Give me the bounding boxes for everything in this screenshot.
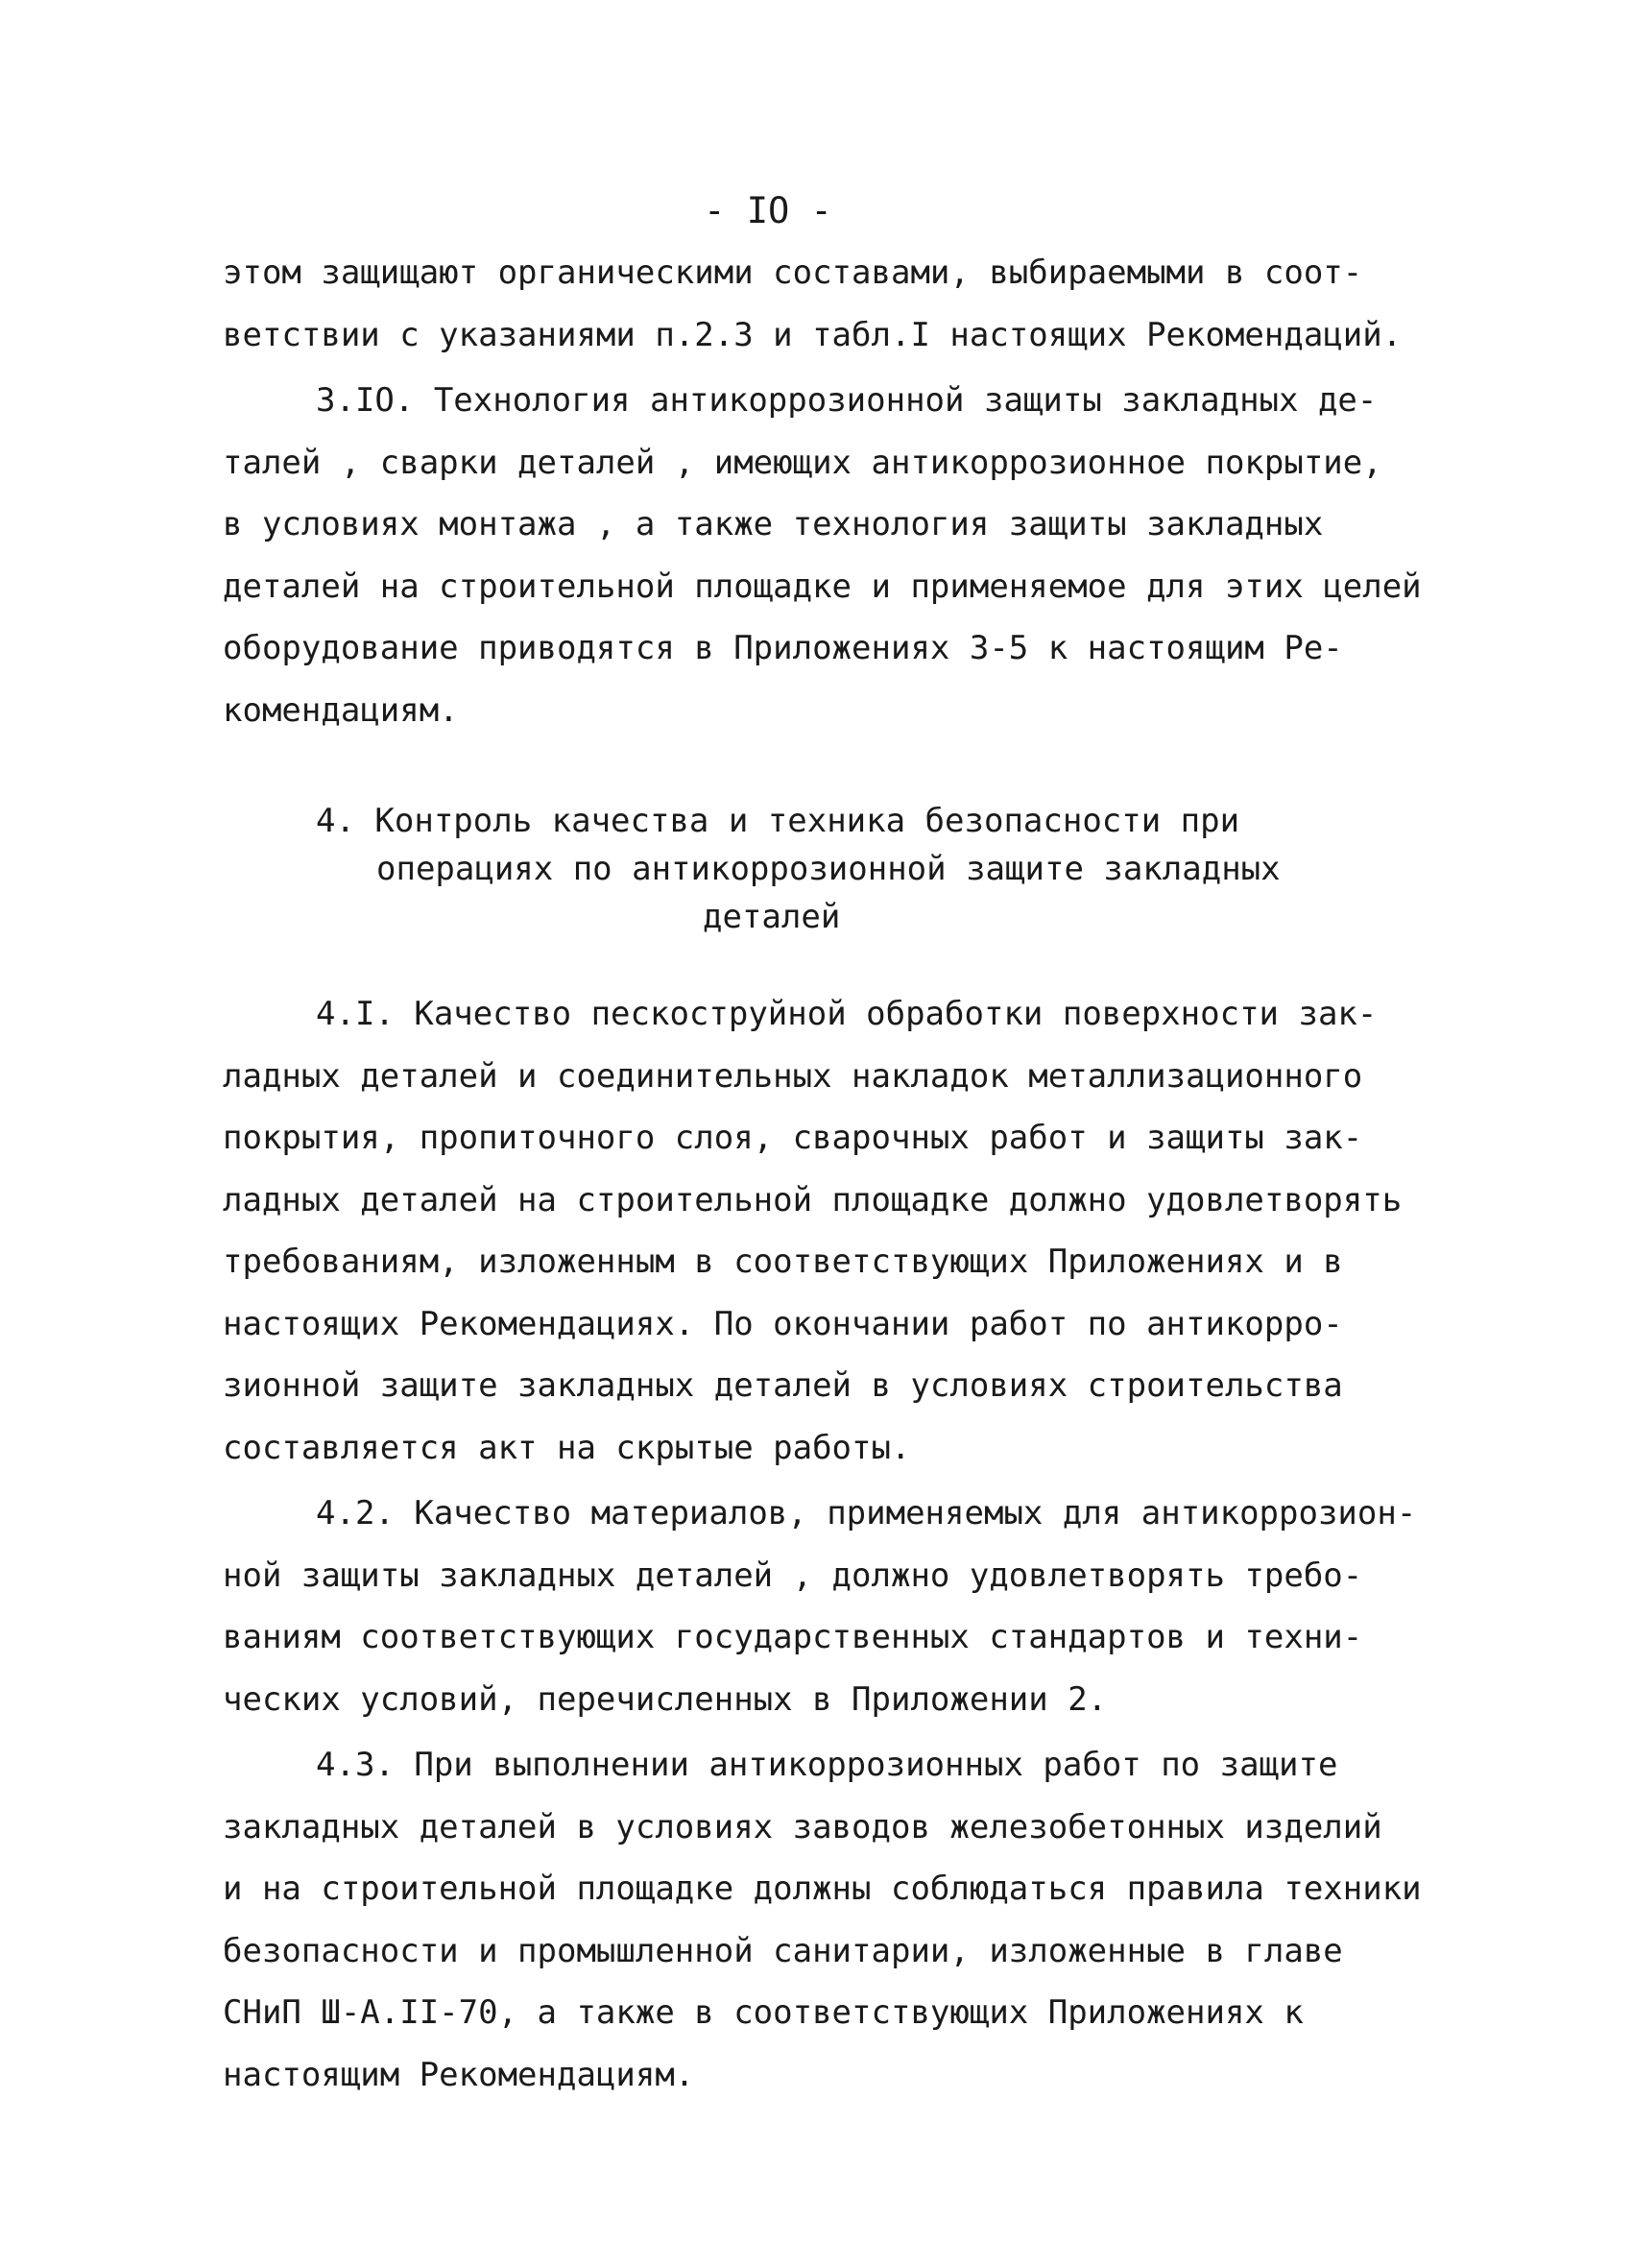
text-line: деталей на строительной площадке и применяемое для этих целей bbox=[223, 567, 1422, 606]
paragraph-4-2 bbox=[223, 1483, 1417, 1730]
text-line: 4.3. При выполнении антикоррозионных работ по защите bbox=[316, 1746, 1338, 1784]
text-line: безопасности и промышленной санитарии, изложенные в главе bbox=[223, 1931, 1343, 1970]
text-line: ладных деталей и соединительных накладок металлизационного bbox=[223, 1056, 1363, 1096]
text-line: требованиям, изложенным в соответствующих Приложениях и в bbox=[223, 1243, 1343, 1281]
text-line: ваниям соответствующих государственных стандартов и техни- bbox=[223, 1618, 1363, 1656]
text-line: в условиях монтажа , а также технология защиты закладных bbox=[223, 505, 1324, 543]
intro-paragraph bbox=[223, 242, 1413, 366]
text-line: закладных деталей в условиях заводов железобетонных изделий bbox=[223, 1807, 1382, 1846]
text-line: комендациям. bbox=[223, 690, 459, 730]
text-line: настоящих Рекомендациях. По окончании работ по антикорро- bbox=[223, 1304, 1343, 1343]
text-line: 3.IO. Технология антикоррозионной защиты закладных де- bbox=[316, 381, 1378, 420]
heading-line: операциях по антикоррозионной защите закладных bbox=[376, 850, 1281, 888]
text-line: составляется акт на скрытые работы. bbox=[223, 1428, 911, 1467]
text-line: и на строительной площадке должны соблюдаться правила техники bbox=[223, 1870, 1422, 1908]
text-line: настоящим Рекомендациям. bbox=[223, 2055, 695, 2094]
text-line: зионной защите закладных деталей в условиях строительства bbox=[223, 1366, 1343, 1405]
text-line: талей , сварки деталей , имеющих антикоррозионное покрытие, bbox=[223, 443, 1382, 482]
text-line: ческих условий, перечисленных в Приложении 2. bbox=[223, 1679, 1108, 1719]
page-number: - IO - bbox=[704, 190, 832, 231]
text-line: 4.I. Качество пескоструйной обработки поверхности зак- bbox=[316, 995, 1378, 1033]
text-line: ной защиты закладных деталей , должно удовлетворять требо- bbox=[223, 1556, 1363, 1595]
paragraph-4-3 bbox=[223, 1734, 1422, 2106]
text-line: ладных деталей на строительной площадке должно удовлетворять bbox=[223, 1180, 1403, 1219]
heading-line: деталей bbox=[703, 898, 841, 936]
text-line: покрытия, пропиточного слоя, сварочных работ и защиты зак- bbox=[223, 1119, 1363, 1157]
section-4-heading bbox=[223, 797, 1413, 941]
text-line: 4.2. Качество материалов, применяемых для антикоррозион- bbox=[316, 1494, 1417, 1532]
paragraph-3-10 bbox=[223, 370, 1422, 741]
document-body bbox=[223, 242, 1422, 2106]
text-line: оборудование приводятся в Приложениях 3-5 к настоящим Ре- bbox=[223, 629, 1343, 667]
paragraph-4-1 bbox=[223, 983, 1413, 1479]
text-line: этом защищают органическими составами, выбираемыми в соот- bbox=[223, 253, 1363, 292]
text-line: ветствии с указаниями п.2.3 и табл.I настоящих Рекомендаций. bbox=[223, 315, 1403, 354]
text-line: СНиП Ш-А.II-70, а также в соответствующих Приложениях к bbox=[223, 1993, 1304, 2032]
heading-line: 4. Контроль качества и техника безопасности при bbox=[316, 802, 1240, 840]
